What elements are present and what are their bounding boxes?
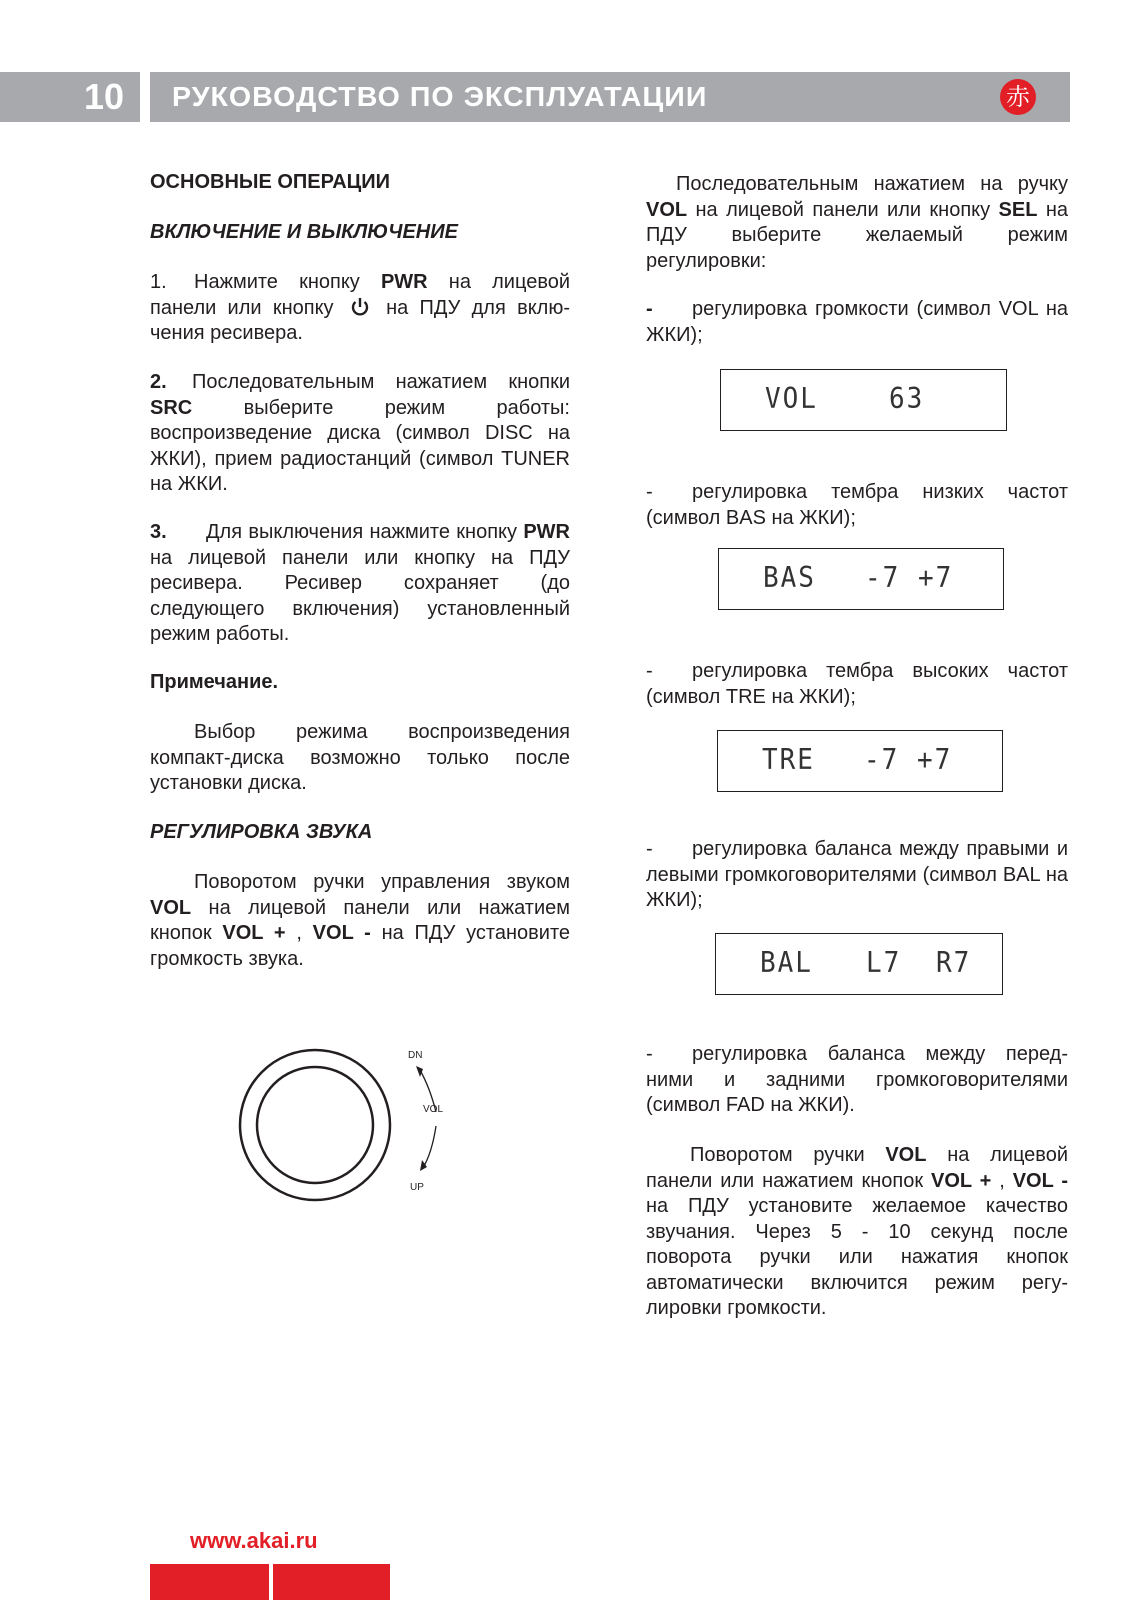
header-bar: [150, 72, 1070, 122]
document-title: РУКОВОДСТВО ПО ЭКСПЛУАТАЦИИ: [172, 81, 708, 112]
list-item-fader: - регулировка баланса между перед-ними и задними громкоговорителями (символ FAD на ЖКИ).: [646, 1043, 1068, 1116]
paragraph-step-1: 1. Нажмите кнопку PWR на лицевой панели или кнопку на ПДУ для вклю-чения ресивера.: [150, 271, 571, 344]
subheading-power: ВКЛЮЧЕНИЕ И ВЫКЛЮЧЕНИЕ: [150, 221, 458, 243]
knob-label-dn: DN: [408, 1050, 423, 1061]
volume-knob-diagram: [230, 1040, 470, 1210]
paragraph-tone-adjust: Поворотом ручки VOL на лицевой панели или нажатием кнопок VOL + , VOL - на ПДУ установите желаемое качество звучания. Через 5 - 10 секунд после поворота ручки или нажатия кнопок автоматически включится режим регу-лировки громкости.: [646, 1144, 1068, 1319]
knob-inner-ring: [257, 1067, 373, 1183]
knob-label-vol: VOL: [423, 1104, 444, 1115]
section-heading-basic: ОСНОВНЫЕ ОПЕРАЦИИ: [150, 171, 391, 193]
knob-label-up: UP: [410, 1182, 424, 1193]
list-item-volume: - регулировка громкости (символ VOL на ЖКИ);: [646, 298, 1068, 346]
page-number: 10: [0, 72, 140, 122]
lcd-display-balance: BAL L7 R7: [715, 933, 1003, 995]
dn-arrowhead-icon: [416, 1066, 423, 1077]
knob-outer-ring: [240, 1050, 390, 1200]
akai-logo-icon: 赤: [1000, 79, 1036, 115]
subheading-sound: РЕГУЛИРОВКА ЗВУКА: [150, 821, 373, 843]
lcd-display-treble: TRE -7 +7: [717, 730, 1003, 792]
paragraph-select-mode: Последовательным нажатием на ручку VOL на лицевой панели или кнопку SEL на ПДУ выберите желаемый режим регулировки:: [646, 173, 1068, 272]
lcd-display-bass: BAS -7 +7: [718, 548, 1004, 610]
note-text: Выбор режима воспроизведения компакт-диска возможно только после установки диска.: [150, 721, 570, 794]
list-item-balance: - регулировка баланса между правыми и левыми громкоговорителями (символ BAL на ЖКИ);: [646, 838, 1068, 911]
list-item-bass: - регулировка тембра низких частот (символ BAS на ЖКИ);: [646, 481, 1068, 529]
footer-bar-right: [273, 1564, 390, 1600]
list-item-treble: - регулировка тембра высоких частот (символ TRE на ЖКИ);: [646, 660, 1068, 708]
power-icon: [349, 297, 371, 317]
footer-url-link[interactable]: www.akai.ru: [190, 1528, 318, 1553]
footer-bar-left: [150, 1564, 269, 1600]
paragraph-step-3: 3. Для выключения нажмите кнопку PWR на лицевой панели или кнопку на ПДУ ресивера. Ресивер сохраняет (до следующего включения) установленный режим работы.: [150, 521, 570, 645]
note-title: Примечание.: [150, 671, 279, 693]
lcd-display-volume: VOL 63: [720, 369, 1007, 431]
paragraph-sound: Поворотом ручки управления звуком VOL на лицевой панели или нажатием кнопок VOL + , VOL - на ПДУ установите громкость звука.: [150, 871, 570, 970]
paragraph-step-2: 2. Последовательным нажатием кнопки SRC выберите режим работы: воспроизведение диска (символ DISC на ЖКИ), прием радиостанций (символ TUNER на ЖКИ.: [150, 371, 570, 495]
up-arrow-icon: [424, 1126, 436, 1166]
